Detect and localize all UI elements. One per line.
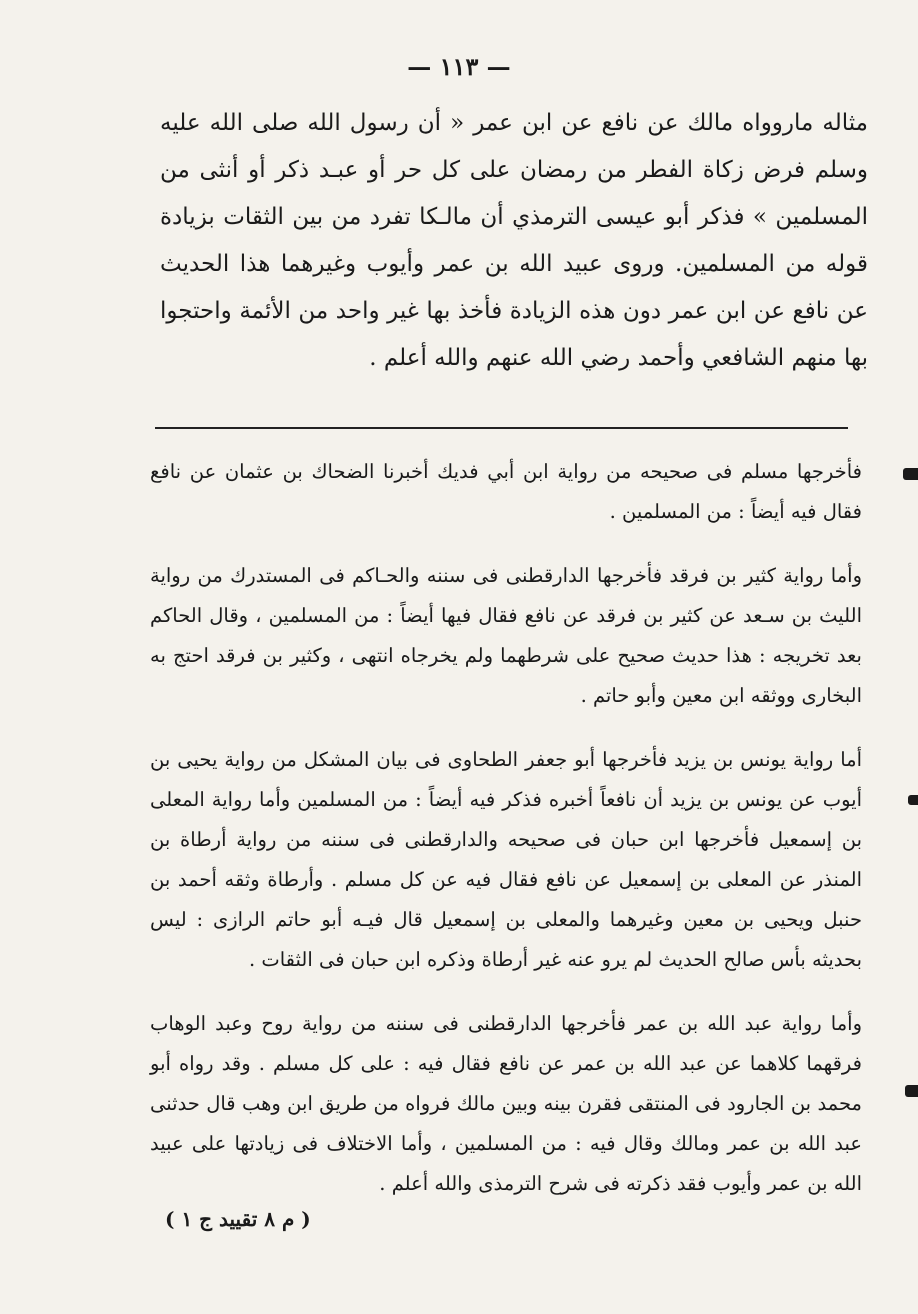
footnote-paragraph-2: وأما رواية كثير بن فرقد فأخرجها الدارقطنى فى سننه والحـاكم فى المستدرك من رواية الليث بن سـعد عن كثير بن فرقد عن نافع فقال فيها أيضاً : من المسلمين ، وقال الحاكم بعد تخريجه : هذا حديث صحيح على شرطهما ولم يخرجاه انتهى ، وكثير بن فرقد احتج به البخارى ووثقه ابن معين وأبو حاتم . (150, 564, 862, 707)
main-paragraph: مثاله ماروواه مالك عن نافع عن ابن عمر « أن رسول الله صلى الله عليه وسلم فرض زكاة الفطر من رمضان على كل حر أو عبـد ذكر أو أنثى من المسلمين » فذكر أبو عيسى الترمذي أن مالـكا تفرد من بين الثقات بزيادة قوله من المسلمين. وروى عبيد الله بن عمر وأيوب وغيرهما هذا الحديث عن نافع عن ابن عمر دون هذه الزيادة فأخذ بها غير واحد من الأئمة واحتجوا بها منهم الشافعي وأحمد رضي الله عنهم والله أعلم . (160, 110, 868, 371)
margin-mark (908, 795, 918, 805)
page-number: — ١١٣ — (407, 52, 511, 81)
margin-mark (905, 1085, 918, 1097)
footnote-paragraph-1: فأخرجها مسلم فى صحيحه من رواية ابن أبي فديك أخبرنا الضحاك بن عثمان عن نافع فقال فيه أيضاً : من المسلمين . (150, 460, 862, 523)
main-text (160, 100, 868, 382)
footnote-divider (155, 427, 848, 429)
margin-mark (903, 468, 918, 480)
footnotes (150, 452, 862, 1228)
printer-signature: ( م ٨ تقييد ج ١ ) (165, 1207, 311, 1231)
footnote-paragraph-3: أما رواية يونس بن يزيد فأخرجها أبو جعفر الطحاوى فى بيان المشكل من رواية يحيى بن أيوب عن يونس بن يزيد أن نافعاً أخبره فذكر فيه أيضاً : من المسلمين وأما رواية المعلى بن إسمعيل فأخرجها ابن حبان فى صحيحه والدارقطنى فى سننه من رواية أرطاة بن المنذر عن المعلى بن إسمعيل عن نافع فقال فيه عن كل مسلم . وأرطاة وثقه أحمد بن حنبل ويحيى بن معين وغيرهما والمعلى بن إسمعيل قال فيـه أبو حاتم الرازى : ليس بحديثه بأس صالح الحديث لم يرو عنه غير أرطاة وذكره ابن حبان فى الثقات . (150, 748, 862, 971)
footnote-paragraph-4: وأما رواية عبد الله بن عمر فأخرجها الدارقطنى فى سننه من رواية روح وعبد الوهاب فرقهما كلاهما عن عبد الله بن عمر عن نافع فقال فيه : على كل مسلم . وقد رواه أبو محمد بن الجارود فى المنتقى فقرن بينه وبين مالك فرواه من طريق ابن وهب قال حدثنى عبد الله بن عمر ومالك وقال فيه : من المسلمين ، وأما الاختلاف فى زيادتها على عبيد الله بن عمر وأيوب فقد ذكرته فى شرح الترمذى والله أعلم . (150, 1012, 862, 1195)
